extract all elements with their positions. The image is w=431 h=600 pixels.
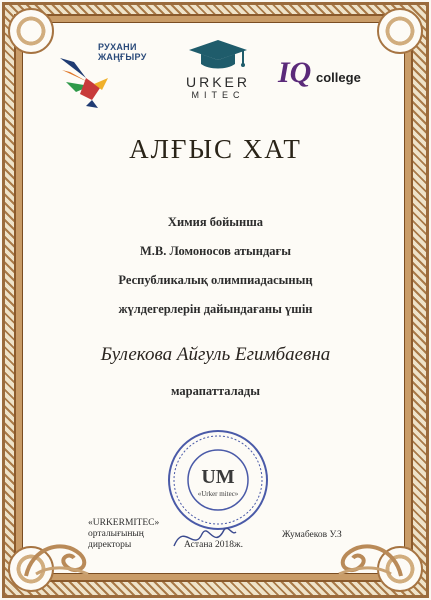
director-title xyxy=(88,518,178,551)
urker-mitec-logo xyxy=(170,38,266,112)
org-line: «URKERMITEC» xyxy=(88,518,160,528)
citation-line: Химия бойынша xyxy=(167,215,264,229)
org-line: директоры xyxy=(88,540,132,550)
iq-college-logo xyxy=(278,56,388,96)
seal-monogram: UM xyxy=(201,466,235,488)
awarded-text: марапатталады xyxy=(171,384,260,398)
ruhani-zhangyru-logo xyxy=(56,42,146,112)
director-name: Жумабеков У.З xyxy=(282,530,342,540)
iq-mark: IQ xyxy=(278,56,312,89)
org-line: орталығының xyxy=(88,529,144,539)
mitec-sub: MITEC xyxy=(191,90,245,100)
citation-line: Республикалық олимпиадасының xyxy=(118,273,313,287)
citation-line: М.В. Ломоносов атындағы xyxy=(140,244,291,258)
ruhani-label: РУХАНИ xyxy=(98,42,137,52)
graduation-cap-icon xyxy=(187,38,249,72)
urker-brand: URKER xyxy=(185,74,250,90)
seal-label: «Urker mitec» xyxy=(197,490,239,498)
bird-icon xyxy=(56,48,116,110)
citation-line: жүлдегерлерін дайындағаны үшін xyxy=(118,302,313,316)
recipient-name: Булекова Айгуль Егимбаевна xyxy=(100,344,331,365)
certificate-title: АЛҒЫС ХАТ xyxy=(129,134,302,164)
logo-row xyxy=(0,36,431,116)
place-date: Астана 2018ж. xyxy=(184,540,243,550)
zhangyru-label: ЖАҢҒЫРУ xyxy=(98,52,147,62)
college-label: college xyxy=(316,70,361,85)
citation-text xyxy=(0,212,431,328)
signature-mark xyxy=(170,516,240,556)
